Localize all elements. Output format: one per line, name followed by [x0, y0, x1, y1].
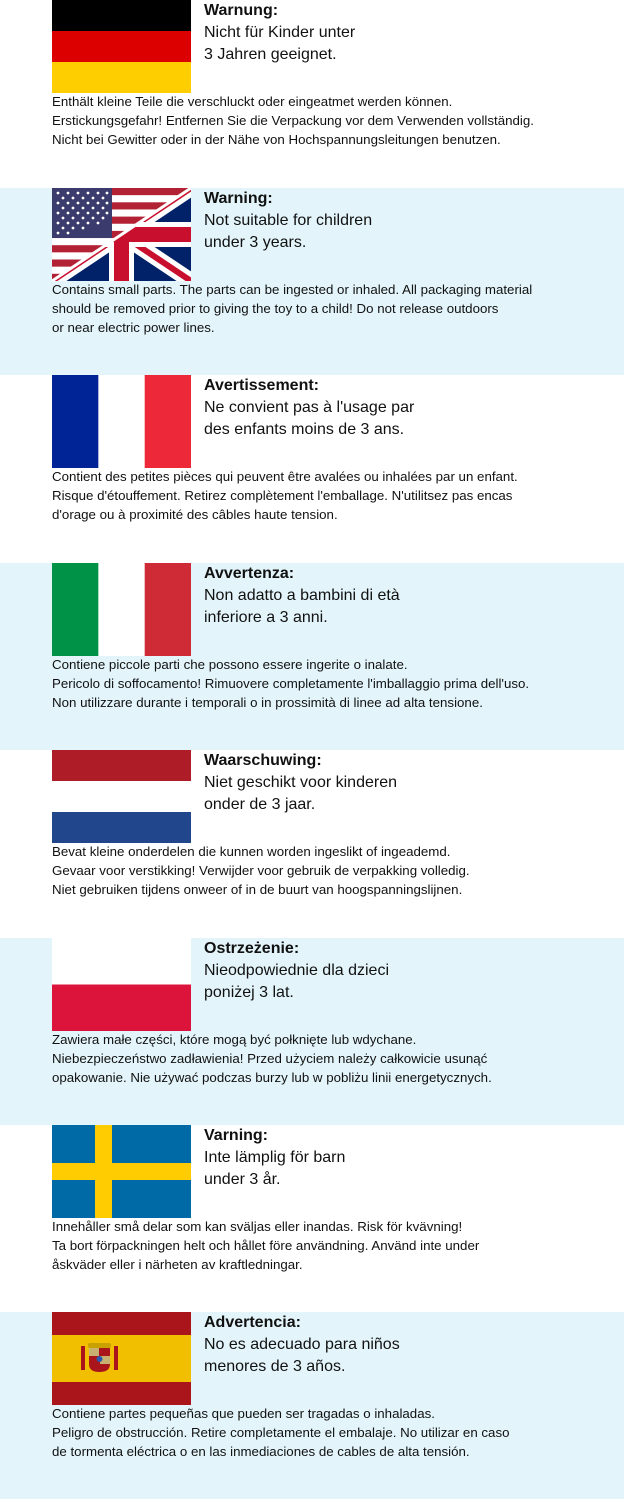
sweden-flag-icon [52, 1125, 191, 1218]
warning-section-es [0, 1312, 624, 1499]
warning-body-line: Bevat kleine onderdelen die kunnen worden ingeslikt of ingeademd. [52, 844, 451, 859]
warning-title: Ostrzeżenie: [204, 940, 300, 957]
warning-section-fr [0, 375, 624, 562]
warning-body-line: or near electric power lines. [52, 320, 215, 335]
warning-section-it [0, 563, 624, 750]
warning-body-line: should be removed prior to giving the toy to a child! Do not release outdoors [52, 301, 499, 316]
warning-title: Warning: [204, 190, 273, 207]
warning-section-en [0, 188, 624, 375]
warning-body-line: Contains small parts. The parts can be ingested or inhaled. All packaging material [52, 282, 533, 297]
warning-subtitle-line: onder de 3 jaar. [204, 796, 316, 813]
warning-subtitle-line: menores de 3 años. [204, 1358, 346, 1375]
spain-flag-icon [52, 1312, 191, 1405]
warning-subtitle-line: No es adecuado para niños [204, 1336, 400, 1353]
warning-body-line: Risque d'étouffement. Retirez complètement l'emballage. N'utilitsez pas encas [52, 488, 513, 503]
warning-subtitle-line: Nieodpowiednie dla dzieci [204, 962, 390, 979]
warning-body-line: Enthält kleine Teile die verschluckt oder eingeatmet werden können. [52, 94, 453, 109]
warning-body-line: opakowanie. Nie używać podczas burzy lub w pobliżu linii energetycznych. [52, 1070, 492, 1085]
warning-subtitle-line: des enfants moins de 3 ans. [204, 421, 405, 438]
warning-body-line: de tormenta eléctrica o en las inmediaciones de cables de alta tensión. [52, 1444, 470, 1459]
warning-title: Avvertenza: [204, 565, 295, 582]
warning-subtitle-line: 3 Jahren geeignet. [204, 46, 337, 63]
warning-subtitle-line: Non adatto a bambini di età [204, 587, 400, 604]
warning-title: Varning: [204, 1127, 269, 1144]
warning-body-line: Contiene partes pequeñas que pueden ser tragadas o inhaladas. [52, 1406, 435, 1421]
warning-body-line: d'orage ou à proximité des câbles haute tension. [52, 507, 338, 522]
warning-subtitle-line: under 3 years. [204, 234, 307, 251]
warning-subtitle-line: Inte lämplig för barn [204, 1149, 346, 1166]
warning-section-sv [0, 1125, 624, 1312]
warning-body-line: Contient des petites pièces qui peuvent être avalées ou inhalées par un enfant. [52, 469, 518, 484]
warning-body-line: Niebezpieczeństwo zadławienia! Przed użyciem należy całkowicie usunąć [52, 1051, 488, 1066]
warning-body-line: Peligro de obstrucción. Retire completamente el embalaje. No utilizar en caso [52, 1425, 510, 1440]
warning-title: Warnung: [204, 2, 279, 19]
warning-body-line: åskväder eller i närheten av kraftledningar. [52, 1257, 303, 1272]
germany-flag-icon [52, 0, 191, 93]
warning-body-line: Erstickungsgefahr! Entfernen Sie die Verpackung vor dem Verwenden vollständig. [52, 113, 534, 128]
warning-subtitle-line: Not suitable for children [204, 212, 373, 229]
warning-section-nl [0, 750, 624, 937]
netherlands-flag-icon [52, 750, 191, 843]
france-flag-icon [52, 375, 191, 468]
warning-section-pl [0, 938, 624, 1125]
warning-body-line: Ta bort förpackningen helt och hållet före användning. Använd inte under [52, 1238, 480, 1253]
warning-title: Avertissement: [204, 377, 320, 394]
warning-subtitle-line: Nicht für Kinder unter [204, 24, 356, 41]
warning-body-line: Niet gebruiken tijdens onweer of in de buurt van hoogspanningslijnen. [52, 882, 463, 897]
warning-subtitle-line: Niet geschikt voor kinderen [204, 774, 397, 791]
poland-flag-icon [52, 938, 191, 1031]
warning-body-line: Innehåller små delar som kan sväljas eller inandas. Risk för kvävning! [52, 1219, 463, 1234]
italy-flag-icon [52, 563, 191, 656]
warning-section-de [0, 0, 624, 187]
warning-body-line: Zawiera małe części, które mogą być połknięte lub wdychane. [52, 1032, 417, 1047]
warning-title: Waarschuwing: [204, 752, 322, 769]
warning-body-line: Nicht bei Gewitter oder in der Nähe von Hochspannungsleitungen benutzen. [52, 132, 501, 147]
warning-subtitle-line: Ne convient pas à l'usage par [204, 399, 415, 416]
warning-body-line: Contiene piccole parti che possono essere ingerite o inalate. [52, 657, 408, 672]
warning-subtitle-line: poniżej 3 lat. [204, 984, 294, 1001]
warning-subtitle-line: under 3 år. [204, 1171, 281, 1188]
usa-uk-flag-icon [52, 188, 191, 281]
warning-body-line: Gevaar voor verstikking! Verwijder voor gebruik de verpakking volledig. [52, 863, 470, 878]
warning-subtitle-line: inferiore a 3 anni. [204, 609, 328, 626]
warning-title: Advertencia: [204, 1314, 301, 1331]
warning-body-line: Pericolo di soffocamento! Rimuovere completamente l'imballaggio prima dell'uso. [52, 676, 530, 691]
warning-body-line: Non utilizzare durante i temporali o in prossimità di linee ad alta tensione. [52, 695, 483, 710]
